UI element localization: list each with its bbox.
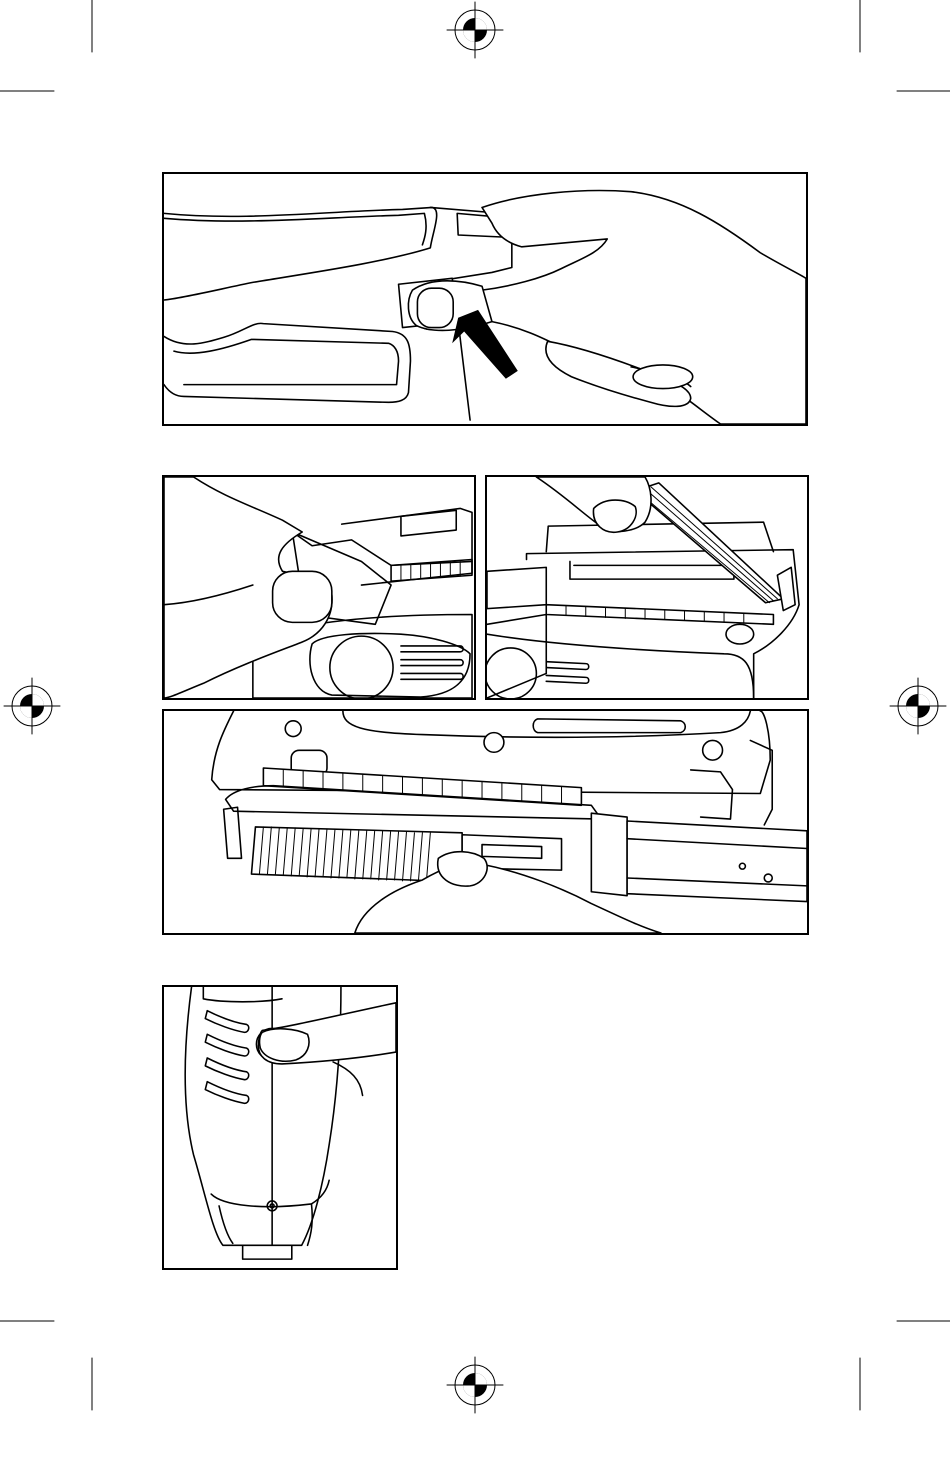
figure-5-panel [162, 985, 398, 1270]
registration-mark-icon [447, 1357, 503, 1413]
crop-mark-icon [0, 0, 92, 91]
registration-mark-icon [4, 678, 60, 734]
registration-mark-icon [447, 2, 503, 58]
loading-staple-strip-illustration [164, 711, 807, 933]
crop-mark-icon [0, 1321, 92, 1410]
figure-3-panel [485, 475, 809, 700]
figure-1-panel [162, 172, 808, 426]
crop-mark-icon [860, 0, 950, 91]
hand-pressing-side-button-illustration [164, 987, 396, 1268]
crop-mark-icon [860, 1321, 950, 1410]
hand-pressing-release-button-illustration [164, 174, 806, 424]
registration-mark-icon [890, 678, 946, 734]
clearing-jammed-staple-illustration [487, 477, 807, 698]
figure-2-panel [162, 475, 476, 700]
figure-4-panel [162, 709, 809, 935]
hand-opening-magazine-illustration [164, 477, 474, 698]
